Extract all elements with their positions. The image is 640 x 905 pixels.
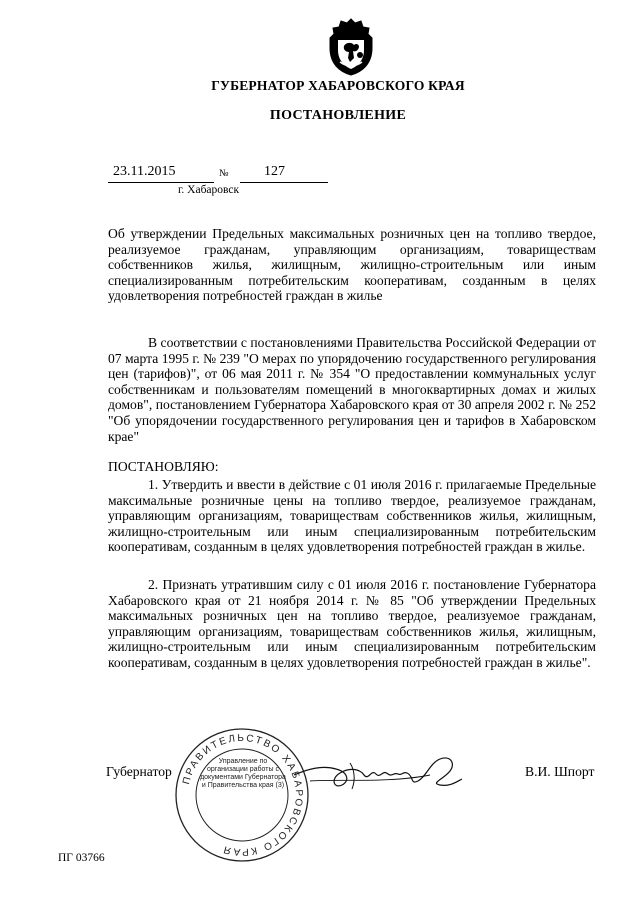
svg-text:ПРАВИТЕЛЬСТВО ХАБАРОВСКОГО КРА [181, 733, 304, 857]
legal-basis-paragraph: В соответствии с постановлениями Правительства Российской Федерации от 07 марта 1995 г. № 239 "О мерах по упорядочению государственного регулирования цен (тарифов)", от 06 мая 2011 г. № 354 "О предоставлении коммунальных услуг собственникам и пользователям помещений в многоквартирных домах и жилых домов", постановлением Губернатора Хабаровского края от 30 апреля 2002 г. № 252 "Об упорядочении государственного регулирования цен и тарифов в Хабаровском крае" [108, 335, 596, 444]
number-underline [240, 182, 328, 183]
decree-word: ПОСТАНОВЛЯЮ: [108, 459, 219, 474]
decree-item-1: 1. Утвердить и ввести в действие с 01 июля 2016 г. прилагаемые Предельные максимальные розничные цены на топливо твердое, реализуемое гражданам, управляющим организациям, товариществам собственников жилья, жилищным, жилищно-строительным или иным специализированным потребительским кооперативам, созданным в целях удовлетворения потребностей граждан в жилье. [108, 477, 596, 555]
document-type-title: ПОСТАНОВЛЕНИЕ [269, 108, 407, 123]
document-number: 127 [264, 164, 285, 179]
seal-inner-text: Управление по организации работы с документами Губернатора и Правительства края (3) [200, 758, 286, 789]
document-code: ПГ 03766 [58, 852, 105, 864]
document-city: г. Хабаровск [178, 184, 240, 196]
signer-name: В.И. Шпорт [525, 764, 595, 779]
org-title: ГУБЕРНАТОР ХАБАРОВСКОГО КРАЯ [211, 78, 465, 93]
decree-item-2: 2. Признать утратившим силу с 01 июля 2016 г. постановление Губернатора Хабаровского края от 21 ноября 2014 г. № 85 "Об утверждении Предельных максимальных розничных цен на топливо твердое, реализуемое гражданам, управляющим организациям, товариществам собственников жилья, жилищным, жилищно-строительным или иным специализированным потребительским кооперативам, созданным в целях удовлетворения потребностей граждан в жилье". [108, 577, 596, 670]
document-subject: Об утверждении Предельных максимальных розничных цен на топливо твердое, реализуемое гражданам, управляющим организациям, товариществам собственников жилья, жилищным, жилищно-строительным или иным специализированным потребительским кооперативам, созданным в целях удовлетворения потребностей граждан в жилье [108, 226, 596, 304]
date-underline [108, 182, 214, 183]
number-sign: № [219, 168, 229, 179]
handwritten-signature [290, 745, 465, 795]
document-date: 23.11.2015 [113, 164, 176, 179]
seal-ring-text: ПРАВИТЕЛЬСТВО ХАБАРОВСКОГО КРАЯ [181, 732, 305, 858]
signer-position: Губернатор [106, 764, 172, 779]
coat-of-arms-emblem [328, 18, 374, 76]
